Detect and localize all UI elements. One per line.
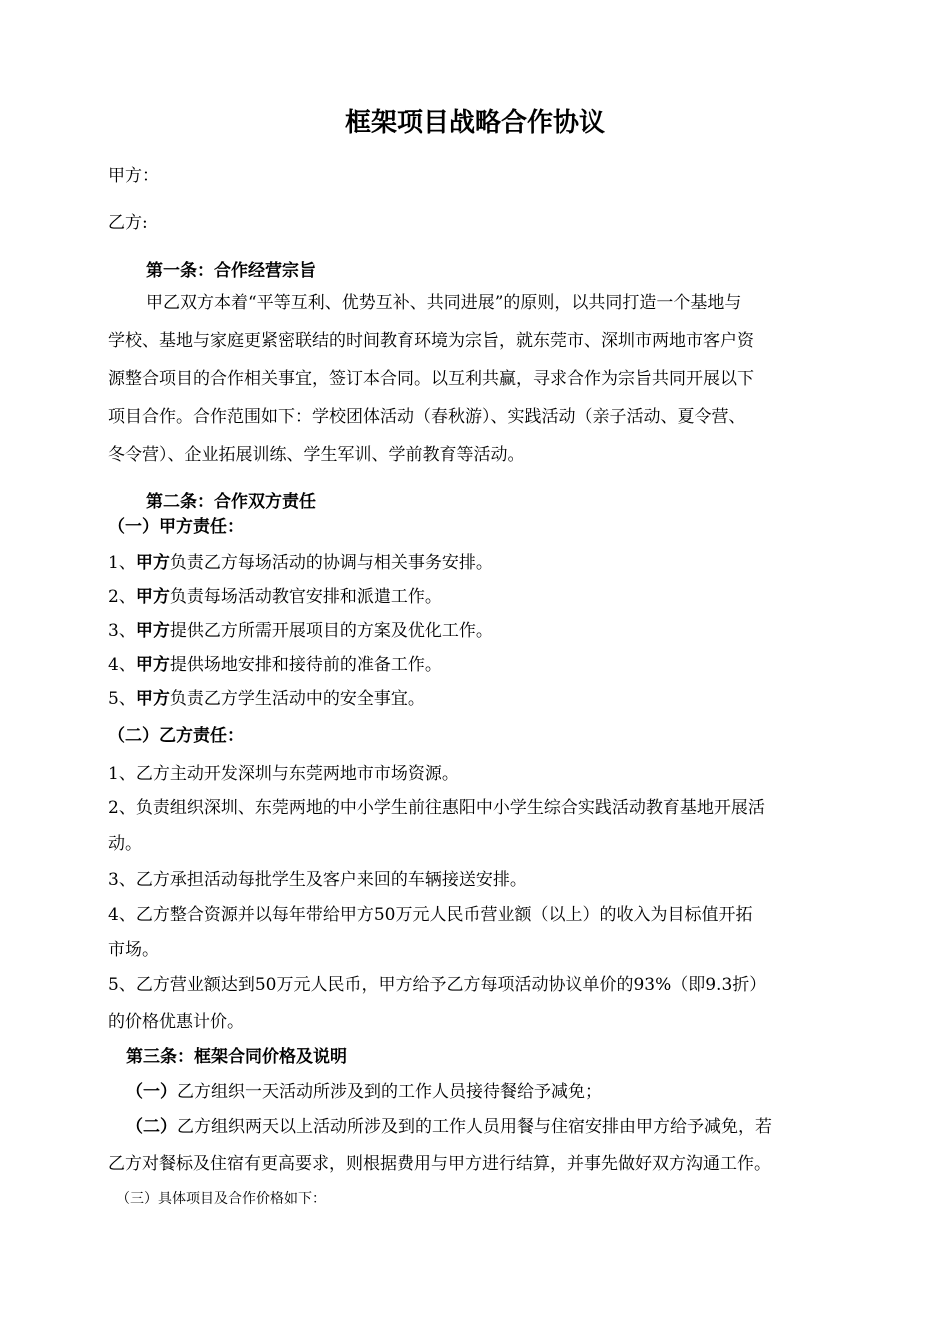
party-b-duty-line: 1、乙方主动开发深圳与东莞两地市市场资源。 [108, 764, 459, 784]
document-title: 框架项目战略合作协议 [344, 108, 605, 138]
party-b-duty-line: 动。 [108, 834, 142, 854]
party-b-label: 乙方: [108, 213, 148, 233]
party-a-duty-item: 4、甲方提供场地安排和接待前的准备工作。 [108, 655, 442, 675]
article2-heading: 第二条：合作双方责任 [146, 492, 316, 512]
party-a-duty-item: 5、甲方负责乙方学生活动中的安全事宜。 [108, 689, 425, 709]
article3-item: （二）乙方组织两天以上活动所涉及到的工作人员用餐与住宿安排由甲方给予减免，若 [126, 1117, 772, 1137]
party-a-duty-item: 3、甲方提供乙方所需开展项目的方案及优化工作。 [108, 621, 493, 641]
article3-item-continuation: 乙方对餐标及住宿有更高要求，则根据费用与甲方进行结算，并事先做好双方沟通工作。 [108, 1154, 771, 1174]
article1-line: 项目合作。合作范围如下：学校团体活动（春秋游）、实践活动（亲子活动、夏令营、 [108, 407, 746, 427]
article1-line: 冬令营）、企业拓展训练、学生军训、学前教育等活动。 [108, 445, 525, 465]
party-b-duty-line: 4、乙方整合资源并以每年带给甲方50万元人民币营业额（以上）的收入为目标值开拓 [108, 905, 753, 925]
party-a-label: 甲方： [108, 166, 159, 186]
article3-item: （一）乙方组织一天活动所涉及到的工作人员接待餐给予减免； [126, 1082, 602, 1102]
party-a-duty-item: 1、甲方负责乙方每场活动的协调与相关事务安排。 [108, 553, 493, 573]
article3-item: （三）具体项目及合作价格如下： [116, 1191, 326, 1207]
party-b-duties-heading: （二）乙方责任： [108, 726, 244, 746]
party-b-duty-line: 5、乙方营业额达到50万元人民币，甲方给予乙方每项活动协议单价的93%（即9.3折） [108, 975, 767, 995]
article1-line: 甲乙双方本着“平等互利、优势互补、共同进展”的原则，以共同打造一个基地与 [146, 293, 742, 313]
party-b-duty-line: 3、乙方承担活动每批学生及客户来回的车辆接送安排。 [108, 870, 527, 890]
article1-line: 学校、基地与家庭更紧密联结的时间教育环境为宗旨，就东莞市、深圳市两地市客户资 [108, 331, 754, 351]
party-b-duty-line: 2、负责组织深圳、东莞两地的中小学生前往惠阳中小学生综合实践活动教育基地开展活 [108, 798, 765, 818]
article1-line: 源整合项目的合作相关事宜，签订本合同。以互利共赢，寻求合作为宗旨共同开展以下 [108, 369, 754, 389]
article3-heading: 第三条：框架合同价格及说明 [126, 1047, 347, 1067]
party-b-duty-line: 市场。 [108, 940, 159, 960]
article1-heading: 第一条：合作经营宗旨 [146, 261, 316, 281]
party-a-duty-item: 2、甲方负责每场活动教官安排和派遣工作。 [108, 587, 442, 607]
party-a-duties-heading: （一）甲方责任： [108, 517, 244, 537]
party-b-duty-line: 的价格优惠计价。 [108, 1012, 244, 1032]
